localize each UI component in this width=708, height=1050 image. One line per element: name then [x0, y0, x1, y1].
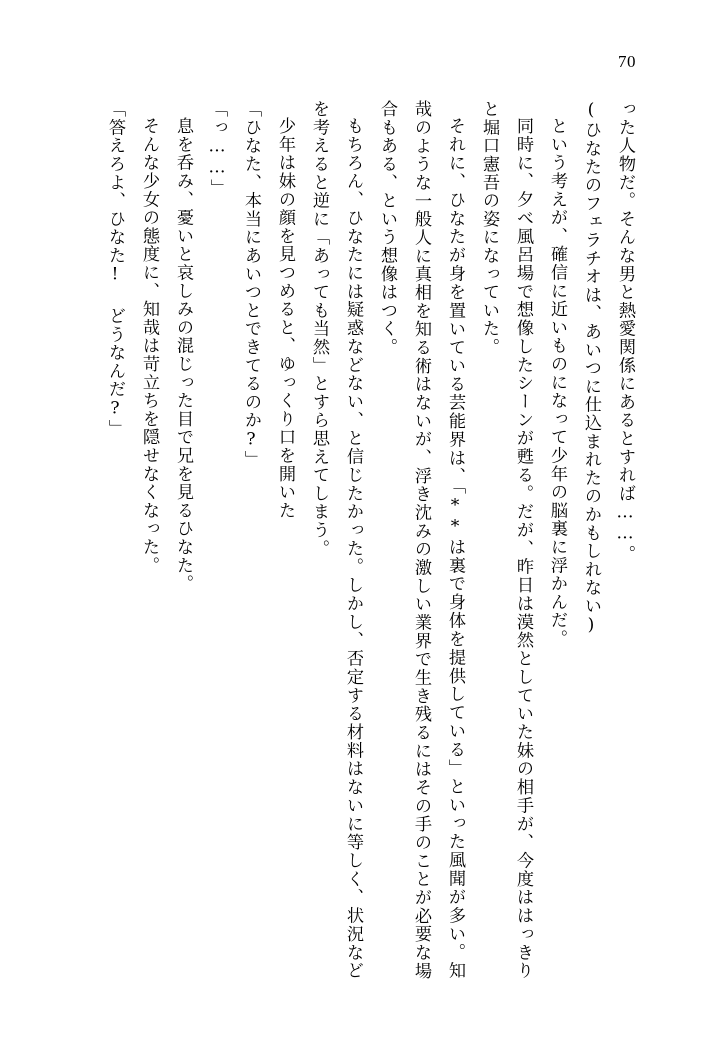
paragraph: もちろん、ひなたには疑惑などない、と信じたかった。しかし、否定する材料はないに等しく、状況などを考えると逆に「あっても当然」とすら思えてしまう。: [309, 100, 363, 980]
page-number: 70: [618, 52, 636, 71]
paragraph: 同時に、夕べ風呂場で想像したシーンが甦る。だが、昨日は漠然としていた妹の相手が、今度ははっきりと堀口憲吾の姿になっていた。: [479, 100, 533, 980]
paragraph: という考えが、確信に近いものになって少年の脳裏に浮かんだ。: [547, 117, 567, 648]
paragraph: そんな少女の態度に、知哉は苛立ちを隠せなくなった。: [139, 117, 159, 575]
paragraph: 「ひなた、本当にあいつとできてるのか?」: [241, 100, 261, 469]
paragraph: それに、ひなたが身を置いている芸能界は、「**は裏で身体を提供している」といった風聞が多い。知哉のような一般人に真相を知る術はないが、浮き沈みの激しい業界で生き残るにはその手のことが必要な場合もある、という想像はつく。: [377, 100, 465, 980]
page-text-body: [98, 100, 642, 980]
paragraph: 「っ……」: [207, 100, 227, 198]
paragraph: った人物だ。そんな男と熱愛関係にあるとすれば……。: [615, 100, 635, 564]
paragraph: 息を呑み、憂いと哀しみの混じった目で兄を見るひなた。: [173, 117, 193, 593]
paragraph: 少年は妹の顔を見つめると、ゆっくり口を開いた: [275, 117, 295, 520]
paragraph: (ひなたのフェラチオは、あいつに仕込まれたのかもしれない): [581, 100, 601, 637]
paragraph: 「答えろよ、ひなた! どうなんだ?」: [105, 100, 125, 438]
